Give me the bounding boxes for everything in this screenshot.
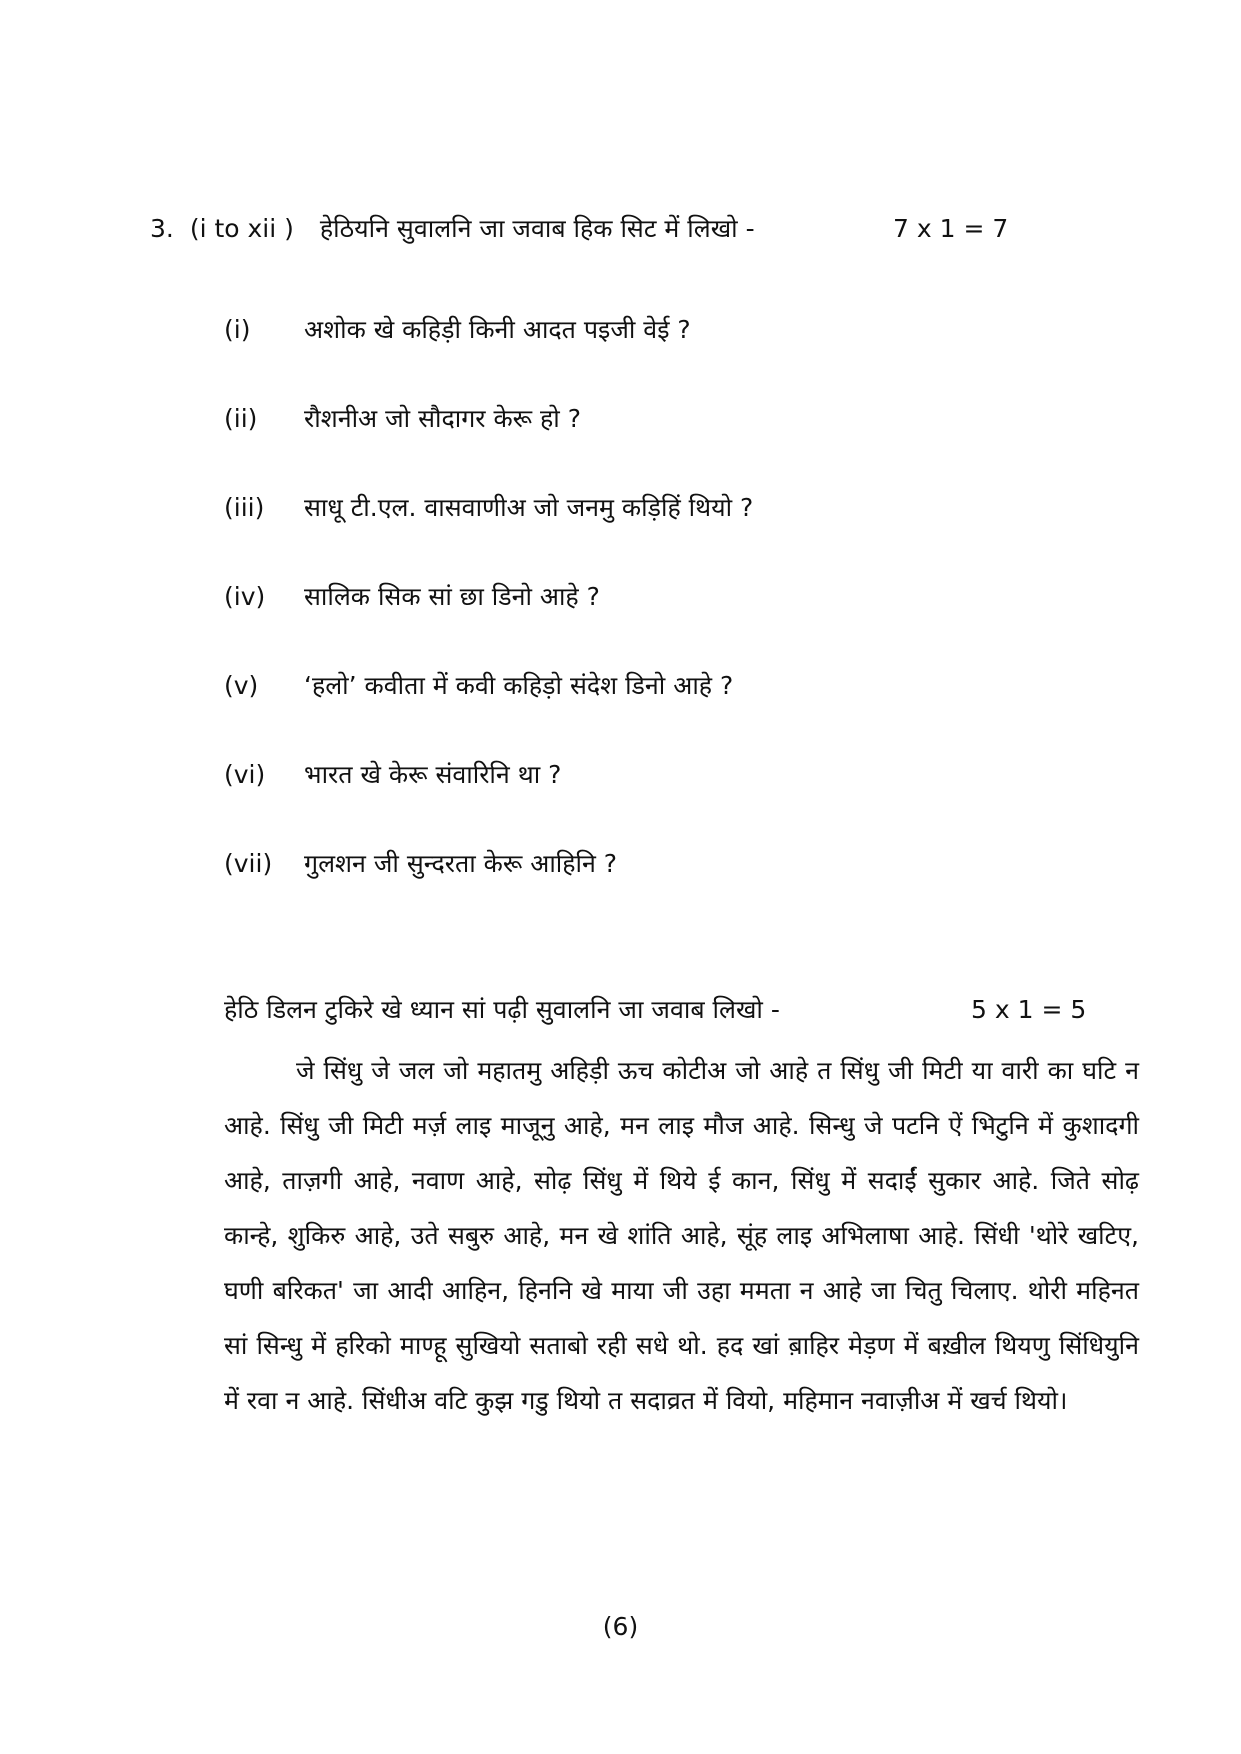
question-item xyxy=(224,313,1024,402)
passage-instruction: हेठि डिलन टुकिरे खे ध्यान सां पढ़ी सुवालनि जा जवाब लिखो - xyxy=(224,995,780,1024)
question-item xyxy=(224,491,1024,580)
question-item-number: (i) xyxy=(224,315,251,344)
passage-header xyxy=(224,993,1087,1027)
question-range: (i to xii ) xyxy=(189,214,294,243)
question-item-number: (iii) xyxy=(224,493,265,522)
question-marks: 7 x 1 = 7 xyxy=(893,214,1009,243)
question-item-text: साधू टी.एल. वासवाणीअ जो जनमु कड़िहिं थियो ? xyxy=(304,493,754,522)
question-item-text: अशोक खे कहिड़ी किनी आदत पइजी वेई ? xyxy=(304,315,691,344)
question-list xyxy=(224,313,1024,936)
question-item xyxy=(224,402,1024,491)
question-instruction: हेठियनि सुवालनि जा जवाब हिक सिट में लिखो - xyxy=(319,214,755,243)
question-item-number: (vii) xyxy=(224,849,273,878)
question-item xyxy=(224,758,1024,847)
passage-text: जे सिंधु जे जल जो महातमु अहिड़ी ऊच कोटीअ जो आहे त सिंधु जी मिटी या वारी का घटि न आहे. सिंधु जी मिटी मर्ज़ लाइ माजूनु आहे, मन लाइ मौज आहे. सिन्धु जे पटनि ऐं भिटुनि में कुशादगी आहे, ताज़गी आहे, नवाण आहे, सोढ़ सिंधु में थिये ई कान, सिंधु में सदाईं सुकार आहे. जिते सोढ़ कान्हे, शुकिरु आहे, उते सबुरु आहे, मन खे शांति आहे, सूंह लाइ अभिलाषा आहे. सिंधी 'थोरे खटिए, घणी बरिकत' जा आदी आहिन, हिननि खे माया जी उहा ममता न आहे जा चितु चिलाए. थोरी महिनत सां सिन्धु में हरिको माण्हू सुखियो सताबो रही सधे थो. हद खां ब़ाहिर मेड़ण में बख़ील थियणु सिंधियुनि में रवा न आहे. सिंधीअ वटि कुझ गडु थियो त सदाव्रत में वियो, महिमान नवाज़ीअ में खर्च थियो। xyxy=(224,1056,1139,1415)
question-item-text: ‘हलो’ कवीता में कवी कहिड़ो संदेश डिनो आहे ? xyxy=(304,671,734,700)
question-item-number: (ii) xyxy=(224,404,258,433)
question-item-number: (v) xyxy=(224,671,259,700)
question-item xyxy=(224,580,1024,669)
question-item xyxy=(224,669,1024,758)
question-item xyxy=(224,847,1024,936)
question-item-text: भारत खे केरू संवारिनि था ? xyxy=(304,760,562,789)
question-item-text: सालिक सिक सां छा डिनो आहे ? xyxy=(304,582,600,611)
passage-marks: 5 x 1 = 5 xyxy=(971,995,1087,1024)
question-item-text: गुलशन जी सुन्दरता केरू आहिनि ? xyxy=(304,849,618,878)
question-item-number: (iv) xyxy=(224,582,266,611)
question-item-text: रौशनीअ जो सौदागर केरू हो ? xyxy=(304,404,581,433)
question-3-header xyxy=(150,212,1009,246)
question-item-number: (vi) xyxy=(224,760,266,789)
question-number: 3. xyxy=(150,214,174,243)
page-number: (6) xyxy=(602,1612,639,1641)
